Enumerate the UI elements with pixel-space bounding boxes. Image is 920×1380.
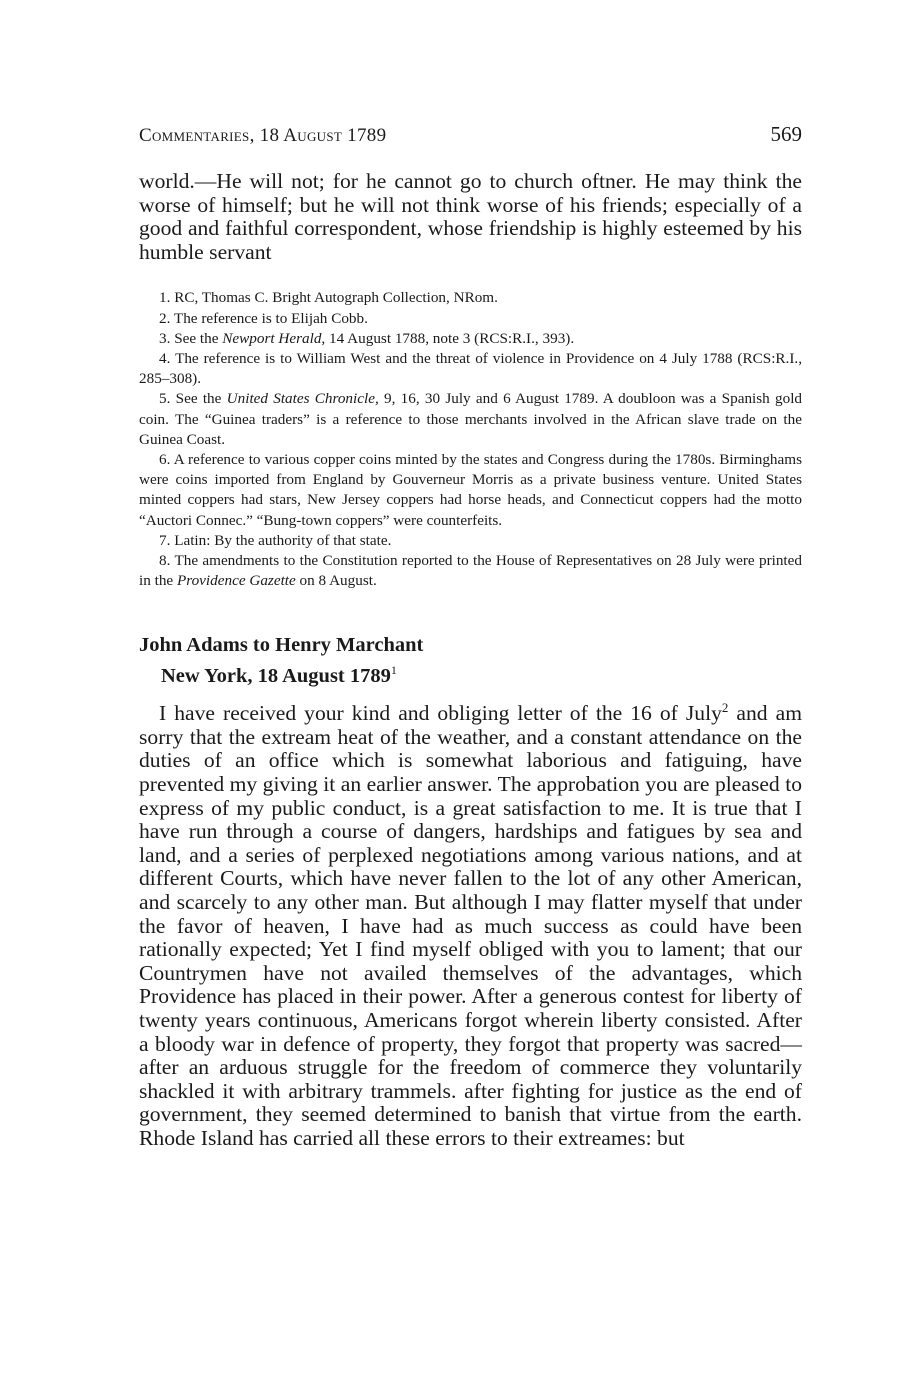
footnote-text: Latin: By the authority of that state.: [174, 531, 392, 549]
footnote-number: 1.: [159, 289, 171, 307]
footnote-italic-title: Providence Gazette: [176, 572, 296, 590]
footnote-4: [139, 349, 802, 389]
footnote-1: [139, 288, 802, 308]
letter-text-part2: and am sorry that the extream heat of the weather, and a constant attendance on the duties of an office which is somewhat laborious and fatiguing, have prevented my giving it an earlier answer. The approbation you are pleased to express of my public conduct, is a great satisfaction to me. It is true that I have run through a course of dangers, hardships and fatigues by sea and land, and a series of perplexed negotiations among various nations, and at different Courts, which have never fallen to the lot of any other American, and scarcely to any other man. But although I may flatter myself that under the favor of heaven, I have had as much success as could have been rationally expected; Yet I find myself obliged with you to lament; that our Countrymen have not availed themselves of the advantages, which Providence has placed in their power. After a generous contest for liberty of twenty years continuous, Americans forgot wherein liberty consisted. After a bloody war in defence of property, they forgot that property was sacred—after an arduous struggle for the freedom of commerce they voluntarily shackled it with arbitrary trammels. after fighting for justice as the end of government, they seemed determined to banish that virtue from the earth. Rhode Island has carried all these errors to their extreames: but: [139, 701, 802, 1150]
footnote-text-pre: See the: [174, 329, 223, 347]
footnote-text: RC, Thomas C. Bright Autograph Collection, NRom.: [174, 289, 498, 307]
running-head: [139, 118, 802, 150]
document-title: John Adams to Henry Marchant: [139, 634, 424, 657]
letter-text-part1: I have received your kind and obliging letter of the 16 of July: [159, 701, 722, 726]
footnote-reference: 1: [390, 663, 397, 678]
footnote-number: 8.: [159, 552, 171, 570]
footnote-reference: 2: [721, 700, 729, 716]
footnote-text-post: 9, 16, 30 July and 6 August 1789. A doubloon was a Spanish gold coin. The “Guinea traders” is a reference to those merchants involved in the African slave trade on the Guinea Coast.: [139, 390, 803, 448]
document-place-date: [139, 658, 802, 689]
footnote-number: 5.: [159, 390, 171, 408]
footnote-6: [139, 450, 802, 531]
footnote-text: A reference to various copper coins minted by the states and Congress during the 1780s. Birminghams were coins imported from England by Gouverneur Morris as a private business venture. United States minted coppers had stars, New Jersey coppers had horse heads, and Connecticut coppers had the motto “Auctori Connec.” “Bung-town coppers” were counterfeits.: [139, 451, 802, 529]
footnote-text-post: on 8 August.: [295, 572, 377, 590]
footnote-number: 7.: [159, 531, 171, 549]
footnote-text: The reference is to Elijah Cobb.: [173, 309, 368, 327]
footnote-italic-title: United States Chronicle,: [226, 390, 379, 408]
footnote-text: The reference is to William West and the threat of violence in Providence on 4 July 1788 (RCS:R.I., 285–308).: [139, 349, 802, 388]
footnote-text-pre: The amendments to the Constitution reported to the House of Representatives on 28 July were printed in the: [139, 552, 802, 590]
footnote-number: 2.: [159, 309, 171, 327]
footnote-number: 4.: [159, 349, 171, 367]
footnote-text-pre: See the: [175, 390, 227, 408]
document-page: [139, 118, 802, 1151]
running-head-title: Commentaries, 18 August 1789: [139, 125, 387, 146]
continuation-paragraph: world.—He will not; for he cannot go to church oftner. He may think the worse of himself; but he will not think worse of his friends; especially of a good and faithful correspondent, whose friendship is highly esteemed by his humble servant: [139, 169, 802, 264]
letter-body: [139, 702, 802, 1150]
footnotes: [139, 288, 802, 591]
page-number: 569: [770, 122, 802, 146]
document-heading: [139, 633, 802, 689]
footnote-text-post: 14 August 1788, note 3 (RCS:R.I., 393).: [325, 329, 575, 347]
footnote-7: [139, 531, 802, 551]
footnote-italic-title: Newport Herald,: [222, 329, 326, 347]
footnote-number: 6.: [159, 451, 171, 468]
footnote-number: 3.: [159, 329, 171, 347]
place-date-text: New York, 18 August 1789: [161, 665, 391, 688]
footnote-5: [139, 389, 802, 450]
footnote-8: [139, 551, 802, 591]
footnote-3: [139, 329, 802, 349]
footnote-2: [139, 309, 802, 329]
